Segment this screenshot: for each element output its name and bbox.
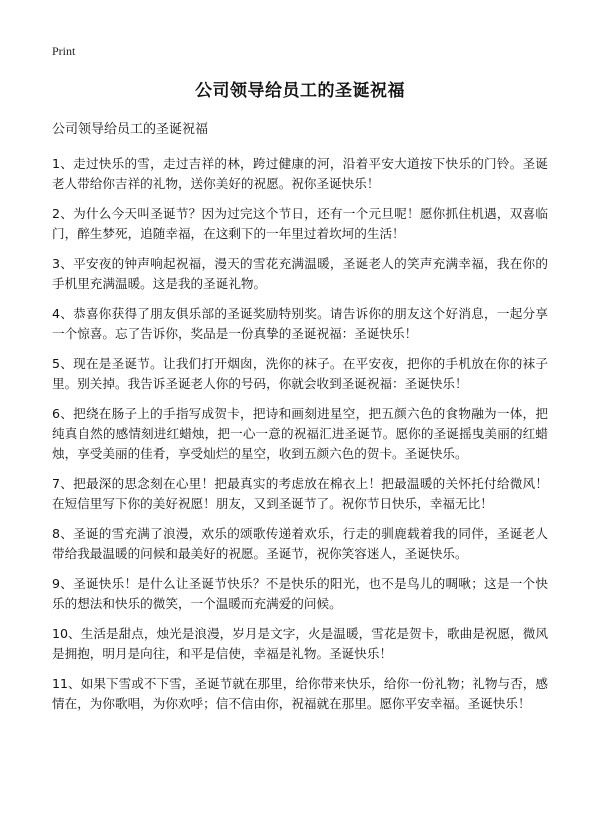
greeting-item: 7、把最深的思念刻在心里！把最真实的考虑放在棉衣上！把最温暖的关怀托付给微风！在短信里写下你的美好祝愿！朋友，又到圣诞节了。祝你节日快乐，幸福无比！ (52, 476, 548, 511)
greeting-item: 8、圣诞的雪充满了浪漫，欢乐的颂歌传递着欢乐，行走的驯鹿载着我的同伴，圣诞老人带给我最温暖的问候和最美好的祝愿。圣诞节，祝你笑容迷人，圣诞快乐。 (52, 526, 548, 561)
article-subtitle: 公司领导给员工的圣诞祝福 (52, 122, 209, 137)
article-body (52, 120, 548, 724)
greeting-item: 10、生活是甜点，烛光是浪漫，岁月是文字，火是温暖，雪花是贺卡，歌曲是祝愿，微风是拥抱，明月是向往，和平是信使，幸福是礼物。圣诞快乐！ (52, 626, 548, 661)
greeting-item: 11、如果下雪或不下雪，圣诞节就在那里，给你带来快乐，给你一份礼物；礼物与否，感情在，为你歌唱，为你欢呼；信不信由你，祝福就在那里。愿你平安幸福。圣诞快乐！ (52, 676, 548, 711)
print-link[interactable]: Print (52, 44, 76, 58)
greeting-item: 1、走过快乐的雪，走过吉祥的林，跨过健康的河，沿着平安大道按下快乐的门铃。圣诞老人带给你吉祥的礼物，送你美好的祝愿。祝你圣诞快乐！ (52, 156, 548, 191)
greeting-item: 4、恭喜你获得了朋友俱乐部的圣诞奖励特别奖。请告诉你的朋友这个好消息，一起分享一个惊喜。忘了告诉你，奖品是一份真挚的圣诞祝福：圣诞快乐！ (52, 306, 548, 341)
page-title: 公司领导给员工的圣诞祝福 (195, 81, 405, 101)
greeting-item: 2、为什么今天叫圣诞节？因为过完这个节日，还有一个元旦呢！愿你抓住机遇，双喜临门，醉生梦死，追随幸福，在这剩下的一年里过着坎坷的生活！ (52, 206, 548, 241)
greeting-item: 3、平安夜的钟声响起祝福，漫天的雪花充满温暖，圣诞老人的笑声充满幸福，我在你的手机里充满温暖。这是我的圣诞礼物。 (52, 256, 548, 291)
greeting-item: 9、圣诞快乐！是什么让圣诞节快乐？不是快乐的阳光，也不是鸟儿的啁啾；这是一个快乐的想法和快乐的微笑，一个温暖而充满爱的问候。 (52, 576, 548, 611)
greeting-item: 5、现在是圣诞节。让我们打开烟囱，洗你的袜子。在平安夜，把你的手机放在你的袜子里。别关掉。我告诉圣诞老人你的号码，你就会收到圣诞祝福：圣诞快乐！ (52, 356, 548, 391)
greeting-item: 6、把绕在肠子上的手指写成贺卡，把诗和画刻进星空，把五颜六色的食物融为一体，把纯真自然的感情刻进红蜡烛，把一心一意的祝福汇进圣诞节。愿你的圣诞摇曳美丽的红蜡烛，享受美丽的佳肴，享受灿烂的星空，收到五颜六色的贺卡。圣诞快乐。 (52, 406, 548, 461)
